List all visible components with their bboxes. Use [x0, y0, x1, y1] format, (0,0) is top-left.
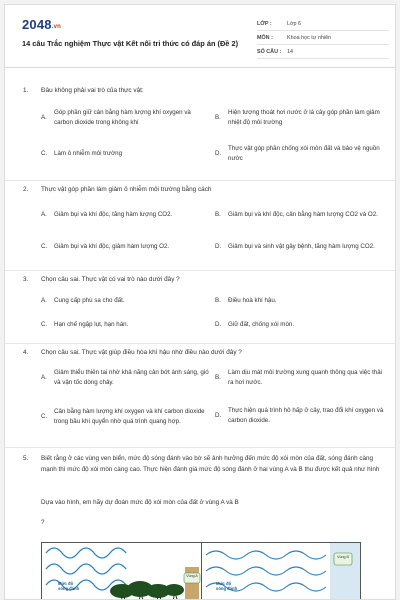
weak-wave-illustration	[202, 543, 360, 600]
option-text: Cung cấp phù sa cho đất.	[54, 297, 125, 304]
option-text: Điều hoà khí hậu.	[228, 297, 277, 304]
option-letter: A.	[41, 211, 47, 218]
label-line: sóng đánh	[58, 586, 80, 591]
option-text: Thực hiện quá trình hô hấp ở cây, trao đổi khí oxygen và carbon dioxide.	[228, 407, 384, 424]
option-letter: B.	[215, 297, 221, 304]
option-text: Giảm thiểu thiên tai nhờ khả năng cản bớt ánh sáng, gió và vận tốc dòng chảy.	[54, 369, 209, 386]
question-number: 1.	[23, 87, 29, 94]
wave-level-label-b	[216, 581, 237, 591]
area-a-tag: Vùng A	[186, 574, 198, 578]
strong-wave-illustration	[42, 543, 201, 600]
option-letter: D.	[215, 243, 222, 250]
meta-key: SỐ CÂU :	[257, 48, 282, 55]
question-body: Biết rằng ở các vùng ven biển, mức độ sóng đánh vào bờ sẽ ảnh hưởng đến mức độ xói mòn của đất, sóng đánh càng mạnh thì mức độ xói mòn càng cao. Thực hiện đánh giá mức độ sóng đánh ở hai vùng A và B thu được kết quả như hình	[41, 455, 380, 473]
question-body: Thực vật góp phần làm giảm ô nhiễm môi trường bằng cách	[41, 186, 212, 193]
meta-value: Lớp 6	[287, 20, 302, 27]
question-2	[5, 180, 396, 271]
option-text: Giảm bụi và khí độc, tăng hàm lượng CO2.	[54, 211, 173, 218]
question-1	[5, 67, 396, 181]
option-letter: D.	[215, 321, 222, 328]
meta-row-count	[257, 45, 389, 59]
option-text: Cân bằng hàm lượng khí oxygen và khí carbon dioxide trong bầu khí quyển nhờ quá trình quang hợp.	[54, 408, 205, 425]
option-letter: C.	[41, 243, 48, 250]
wave-figure	[41, 542, 361, 600]
option-text: Giảm bụi và sinh vật gây bệnh, tăng hàm lượng CO2.	[228, 243, 375, 250]
panel-area-b	[202, 543, 360, 600]
option-b[interactable]	[215, 294, 385, 308]
option-text: Góp phần giữ cân bằng hàm lượng khí oxygen và carbon dioxide trong không khí	[54, 109, 191, 126]
wave-level-label-a	[58, 581, 79, 591]
meta-row-subject	[257, 31, 389, 45]
option-letter: C.	[41, 413, 48, 420]
option-letter: A.	[41, 114, 47, 121]
option-c[interactable]	[41, 236, 211, 258]
option-letter: B.	[215, 211, 221, 218]
option-d[interactable]	[215, 236, 385, 258]
page-header	[5, 5, 395, 68]
meta-row-class	[257, 17, 389, 31]
question-number: 5.	[23, 455, 29, 462]
option-d[interactable]	[215, 143, 385, 165]
option-letter: D.	[215, 412, 222, 419]
label-line: sóng đánh	[216, 586, 238, 591]
option-a[interactable]	[41, 294, 209, 308]
option-a[interactable]	[41, 367, 211, 389]
option-d[interactable]	[215, 318, 385, 332]
question-text	[23, 276, 180, 283]
question-text	[23, 186, 211, 193]
option-letter: C.	[41, 321, 48, 328]
option-letter: B.	[215, 114, 221, 121]
question-text	[23, 349, 242, 356]
label-line: Mức độ	[216, 581, 232, 586]
question-text	[23, 87, 144, 94]
option-letter: A.	[41, 374, 47, 381]
option-letter: D.	[215, 150, 222, 157]
option-b[interactable]	[215, 367, 385, 389]
question-prompt: Dựa vào hình, em hãy dự đoán mức độ xói mòn của đất ở vùng A và B	[41, 499, 239, 506]
question-body: Chọn câu sai. Thực vật có vai trò nào dưới đây ?	[41, 276, 180, 283]
meta-value: 14	[287, 48, 293, 55]
meta-key: LỚP :	[257, 20, 272, 27]
option-letter: A.	[41, 297, 47, 304]
meta-table	[257, 17, 389, 59]
page-title: 14 câu Trắc nghiệm Thực vật Kết nối tri thức có đáp án (Đề 2)	[22, 39, 239, 48]
question-text	[23, 453, 383, 475]
option-text: Làm ô nhiễm môi trường	[54, 150, 123, 157]
panel-area-a	[42, 543, 202, 600]
document-page	[4, 4, 396, 600]
option-letter: B.	[215, 374, 221, 381]
question-body: Đâu không phải vai trò của thực vật:	[41, 87, 144, 94]
area-b-tag: Vùng B	[337, 555, 349, 559]
question-number: 3.	[23, 276, 29, 283]
label-line: Mức độ	[58, 581, 74, 586]
question-number: 4.	[23, 349, 29, 356]
option-text: Làm dịu mát môi trường xung quanh thông qua việc thải ra hơi nước.	[228, 369, 383, 386]
option-d[interactable]	[215, 405, 385, 427]
option-c[interactable]	[41, 401, 211, 433]
option-text: Hạn chế ngập lụt, hạn hán.	[54, 321, 129, 328]
option-text: Giữ đất, chống xói mòn.	[228, 321, 295, 328]
option-a[interactable]	[41, 107, 209, 129]
question-mark: ?	[41, 519, 45, 526]
meta-value: Khoa học tự nhiên	[287, 34, 332, 41]
option-text: Thực vật góp phần chống xói mòn đất và bảo vệ nguồn nước	[228, 145, 380, 162]
option-letter: C.	[41, 150, 48, 157]
logo-suffix: .vn	[51, 24, 62, 30]
option-text: Giảm bụi và khí độc, cân bằng hàm lượng CO2 và O2.	[228, 211, 378, 218]
question-number: 2.	[23, 186, 29, 193]
question-3	[5, 270, 396, 344]
meta-key: MÔN :	[257, 34, 273, 41]
question-body: Chọn câu sai. Thực vật giúp điều hòa khí hậu nhờ điều nào dưới đây ?	[41, 349, 242, 356]
option-c[interactable]	[41, 318, 209, 332]
option-c[interactable]	[41, 143, 209, 165]
option-text: Giảm bụi và khí độc, giảm hàm lượng O2.	[54, 243, 170, 250]
option-b[interactable]	[215, 107, 385, 129]
question-4	[5, 343, 396, 448]
logo-text: 2048	[22, 17, 52, 32]
site-logo[interactable]	[22, 17, 61, 32]
option-a[interactable]	[41, 204, 211, 226]
option-text: Hiện tượng thoát hơi nước ở lá cây góp phần làm giảm nhiệt độ môi trường	[228, 109, 380, 126]
option-b[interactable]	[215, 204, 385, 226]
